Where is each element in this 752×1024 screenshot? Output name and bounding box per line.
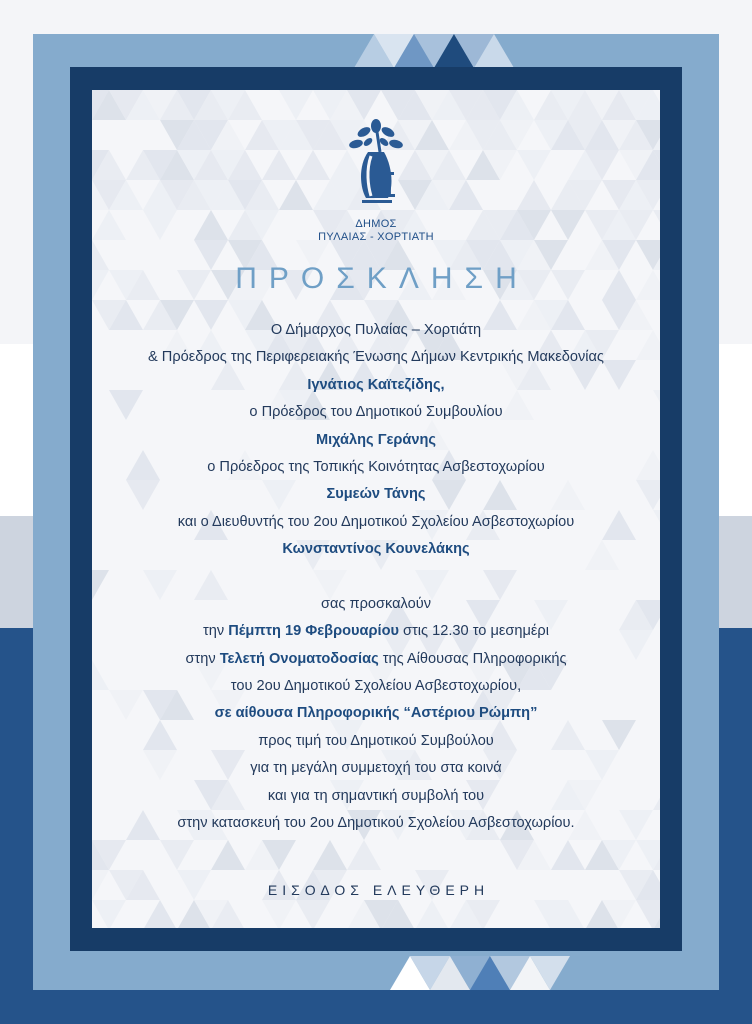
body-line-date [92, 618, 660, 645]
spacer [92, 564, 660, 591]
event-time: στις 12.30 το μεσημέρι [398, 623, 549, 640]
ceremony-suffix: της Αίθουσας Πληροφορικής [378, 650, 567, 667]
body-line-council-president-name: Μιχάλης Γεράνης [315, 431, 437, 448]
ceremony-prefix: στην [185, 650, 220, 667]
body-line-council-president: ο Πρόεδρος του Δημοτικού Συμβουλίου [249, 404, 503, 421]
free-entry-notice: ΕΙΣΟΔΟΣ ΕΛΕΥΘΕΡΗ [267, 882, 490, 898]
date-prefix: την [203, 623, 229, 640]
body-line-construction: στην κατασκευή του 2ου Δημοτικού Σχολείου Ασβεστοχωρίου. [177, 815, 575, 832]
body-line-participation: για τη μεγάλη συμμετοχή του στα κοινά [250, 760, 502, 777]
body-line-room-name: σε αίθουσα Πληροφορικής “Αστέριου Ρώμπη” [214, 705, 538, 722]
body-line-president-union: & Πρόεδρος της Περιφερειακής Ένωσης Δήμων Κεντρικής Μακεδονίας [148, 349, 604, 366]
body-line-contribution: και για τη σημαντική συμβολή του [267, 787, 485, 804]
event-date: Πέμπτη 19 Φεβρουαρίου [228, 623, 399, 640]
logo-caption-line-2: ΠΥΛΑΙΑΣ - ΧΟΡΤΙΑΤΗ [318, 231, 434, 243]
body-line-school-director: και ο Διευθυντής του 2ου Δημοτικού Σχολείου Ασβεστοχωρίου [177, 513, 575, 530]
body-line-invite: σας προσκαλούν [320, 595, 432, 612]
body-line-mayor-name: Ιγνάτιος Καϊτεζίδης, [307, 376, 445, 393]
body-line-school-director-name: Κωνσταντίνος Κουνελάκης [282, 541, 470, 558]
body-line-honor: προς τιμή του Δημοτικού Συμβούλου [258, 732, 494, 749]
body-line-ceremony [92, 646, 660, 673]
body-line-school: του 2ου Δημοτικού Σχολείου Ασβεστοχωρίου, [230, 678, 522, 695]
invitation-body [92, 317, 660, 837]
invitation-card [92, 90, 660, 928]
invitation-title: ΠΡΟΣΚΛΗΣΗ [235, 262, 529, 295]
logo-caption-line-1: ΔΗΜΟΣ [355, 218, 397, 230]
body-line-community-president: ο Πρόεδρος της Τοπικής Κοινότητας Ασβεστοχωρίου [207, 458, 545, 475]
top-triangle-decoration [0, 34, 752, 68]
bottom-triangle-decoration [0, 956, 752, 990]
body-line-mayor: Ο Δήμαρχος Πυλαίας – Χορτιάτη [270, 322, 482, 338]
body-line-community-president-name: Συμεών Τάνης [326, 486, 426, 503]
ceremony-name: Τελετή Ονοματοδοσίας [219, 650, 379, 667]
olive-tree-columns-logo-icon [340, 116, 412, 216]
